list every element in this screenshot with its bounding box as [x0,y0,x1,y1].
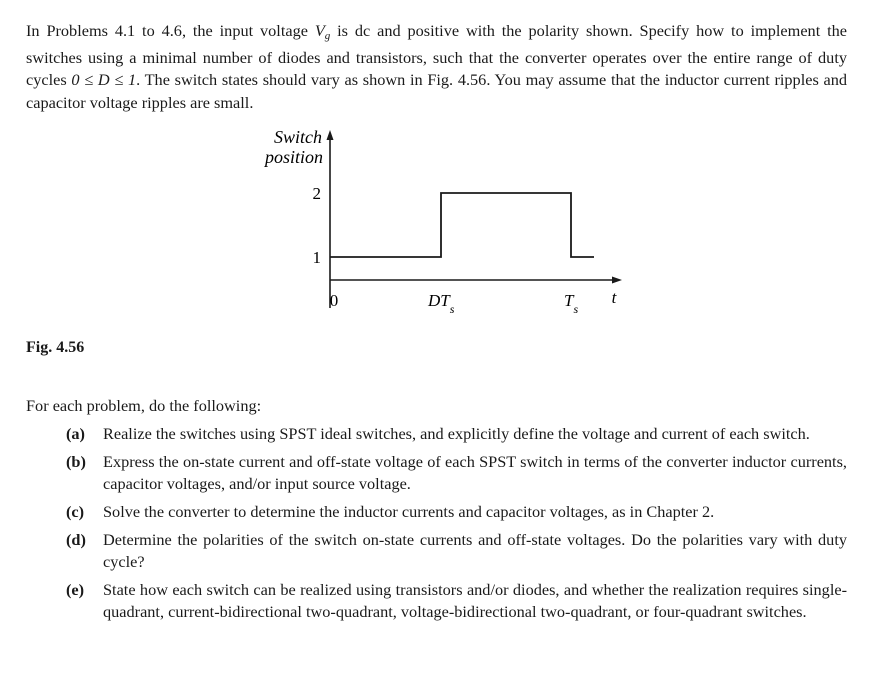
y-axis-arrowhead [327,130,334,140]
x-tick-label-dts [427,291,455,316]
problem-text: Determine the polarities of the switch on-state currents and off-state voltages. Do the polarities vary with duty cycle? [103,529,847,571]
problem-text: Solve the converter to determine the inductor currents and capacitor voltages, as in Chapter 2. [103,501,715,521]
input-voltage-symbol: V [314,21,325,40]
problem-text: State how each switch can be realized using transistors and/or diodes, and whether the realization requires single-quadrant, current-bidirectional two-quadrant, voltage-bidirectional two-quadrant, or four-quadrant switches. [103,579,847,622]
y-axis-label-line1: Switch [274,127,322,147]
x-tick-label-ts-sub: s [573,302,579,316]
x-tick-label-dts-main: DT [428,291,450,310]
problem-item-c [66,501,847,523]
problem-item-d [66,529,847,574]
problem-text: Realize the switches using SPST ideal switches, and explicitly define the voltage and current of each switch. [103,424,810,443]
problem-item-e [66,579,847,624]
intro-part3: . The switch states should vary as shown in Fig. 4.56. You may assume that the inductor current ripples and capacitor voltage ripples are small. [26,70,847,112]
y-axis-label-line2: position [264,147,323,167]
problem-letter: (c) [66,501,85,521]
input-voltage-subscript: g [324,30,331,42]
x-tick-label-ts-main: T [564,291,574,310]
figure-caption: Fig. 4.56 [26,339,85,356]
problem-letter: (b) [66,451,86,471]
y-tick-label-high: 2 [312,184,321,203]
x-axis-label: t [611,288,617,307]
y-tick-label-low: 1 [312,248,321,267]
problems-lead: For each problem, do the following: [26,396,262,415]
x-axis-arrowhead [612,277,622,284]
problem-list [66,423,847,629]
problem-letter: (d) [66,529,86,549]
problem-item-a [66,423,847,445]
problem-letter: (a) [66,424,85,443]
x-tick-label-ts [564,291,578,316]
intro-part1: In Problems 4.1 to 4.6, the input voltage [26,21,315,40]
x-tick-label-dts-sub: s [449,302,455,316]
duty-cycle-range: 0 ≤ D ≤ 1 [71,70,137,90]
intro-part2: is dc and positive with the polarity shown. Specify how to implement the switches using a minimal number of diodes and transistors, such that the converter operates over the entire range of duty cycles [26,21,847,90]
problem-text: Express the on-state current and off-state voltage of each SPST switch in terms of the converter inductor currents, capacitor voltages, and/or input source voltage. [103,451,847,494]
x-tick-label-origin: 0 [329,291,339,310]
problem-letter: (e) [66,579,85,599]
problem-item-b [66,451,847,496]
switch-position-waveform [330,193,594,257]
